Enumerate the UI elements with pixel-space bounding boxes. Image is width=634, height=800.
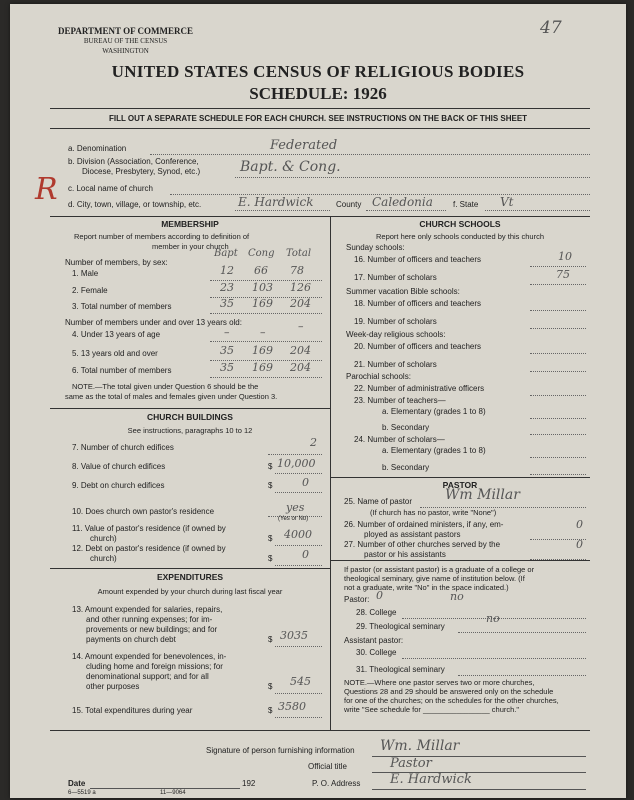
q13-dollar: $ <box>268 635 273 644</box>
under-13-cong[interactable]: – <box>260 326 266 339</box>
under-13-bapt[interactable]: – <box>224 326 230 339</box>
col-head-total: Total <box>286 248 312 259</box>
total-members-6-label: 6. Total number of members <box>72 366 172 375</box>
q22-label: 22. Number of administrative officers <box>354 384 485 393</box>
q27-value[interactable]: 0 <box>576 538 583 551</box>
division-label-1: b. Division (Association, Conference, <box>68 157 199 166</box>
total-bapt[interactable]: 35 <box>220 297 234 310</box>
male-label: 1. Male <box>72 269 99 278</box>
membership-sub-1: Report number of members according to definition of <box>74 232 250 241</box>
pastor-info-3: not a graduate, write "No" in the space indicated.) <box>344 583 509 592</box>
buildings-heading: CHURCH BUILDINGS <box>147 412 233 422</box>
female-bapt[interactable]: 23 <box>220 281 234 294</box>
male-bapt[interactable]: 12 <box>220 264 234 277</box>
q13-line-4: payments on church debt <box>86 635 176 644</box>
q24a-label: a. Elementary (grades 1 to 8) <box>382 446 486 455</box>
q15-label: 15. Total expenditures during year <box>72 706 193 715</box>
q11-dollar: $ <box>268 534 273 543</box>
q13-value[interactable]: 3035 <box>280 629 308 642</box>
sunday-label: Sunday schools: <box>346 243 405 252</box>
under-13-label: 4. Under 13 years of age <box>72 330 161 339</box>
q10-label: 10. Does church own pastor's residence <box>72 507 215 516</box>
q26-value[interactable]: 0 <box>576 518 583 531</box>
female-total[interactable]: 126 <box>290 281 311 294</box>
expenditures-sub: Amount expended by your church during last fiscal year <box>97 587 283 596</box>
over-13-bapt[interactable]: 35 <box>220 344 234 357</box>
schools-sub: Report here only schools conducted by this church <box>375 232 544 241</box>
q20-label: 20. Number of officers and teachers <box>354 342 482 351</box>
q7-label: 7. Number of church edifices <box>72 443 174 452</box>
form-number: 6—5519 a <box>68 790 96 796</box>
q11-label-1: 11. Value of pastor's residence (if owned by <box>72 524 226 533</box>
col-head-bapt: Bapt <box>214 248 238 259</box>
bureau-name: BUREAU OF THE CENSUS <box>83 37 168 45</box>
division-label-2: Diocese, Presbytery, Synod, etc.) <box>82 167 201 176</box>
q12-value[interactable]: 0 <box>302 548 309 561</box>
total-cong[interactable]: 169 <box>252 297 273 310</box>
pastor-note-2: Questions 28 and 29 should be answered only on the schedule <box>344 687 554 696</box>
pastor-info-2: theological seminary, give name of institution below. (If <box>344 574 525 583</box>
q23-label: 23. Number of teachers— <box>354 396 446 405</box>
division-value[interactable]: Bapt. & Cong. <box>240 159 341 175</box>
membership-sub-2: member in your church <box>152 242 229 251</box>
q14-line-1: 14. Amount expended for benevolences, in- <box>72 652 227 661</box>
q29-label: 29. Theological seminary <box>356 622 445 631</box>
q25-value[interactable]: Wm Millar <box>445 487 520 503</box>
county-value[interactable]: Caledonia <box>372 195 433 209</box>
weekday-label: Week-day religious schools: <box>346 330 446 339</box>
q17-label: 17. Number of scholars <box>354 273 437 282</box>
q31-label: 31. Theological seminary <box>356 665 445 674</box>
q9-label: 9. Debt on church edifices <box>72 481 165 490</box>
col-head-cong: Cong <box>248 248 275 259</box>
q25-hint: (If church has no pastor, write "None") <box>370 508 497 517</box>
q30-label: 30. College <box>356 648 397 657</box>
q18-label: 18. Number of officers and teachers <box>354 299 482 308</box>
q19-label: 19. Number of scholars <box>354 317 437 326</box>
q11-label-2: church) <box>90 534 117 543</box>
q21-label: 21. Number of scholars <box>354 360 437 369</box>
expenditures-heading: EXPENDITURES <box>156 572 224 582</box>
total-total[interactable]: 204 <box>290 297 311 310</box>
vacation-label: Summer vacation Bible schools: <box>346 287 460 296</box>
parochial-label: Parochial schools: <box>346 372 411 381</box>
female-cong[interactable]: 103 <box>252 281 273 294</box>
membership-note-2: same as the total of males and females given under Question 3. <box>65 392 278 401</box>
state-value[interactable]: Vt <box>500 195 514 209</box>
under-13-total[interactable]: – <box>298 320 304 333</box>
pastor-note-3: for one of the churches; on the schedules for the other churches, <box>344 696 559 705</box>
state-label: f. State <box>453 200 479 209</box>
official-title-label: Official title <box>308 762 347 771</box>
total6-total[interactable]: 204 <box>290 361 311 374</box>
schools-heading: CHURCH SCHOOLS <box>419 219 501 229</box>
po-address-value[interactable]: E. Hardwick <box>390 772 472 787</box>
page-number: 47 <box>540 18 562 38</box>
membership-note-1: NOTE.—The total given under Question 6 should be the <box>72 382 259 391</box>
q28-label: 28. College <box>356 608 397 617</box>
q7-value[interactable]: 2 <box>310 436 317 449</box>
pastor-heading: PASTOR <box>442 480 478 490</box>
q25-label: 25. Name of pastor <box>344 497 413 506</box>
male-total[interactable]: 78 <box>290 264 304 277</box>
schedule-title: SCHEDULE: 1926 <box>249 84 387 103</box>
department-block <box>58 26 193 56</box>
q15-value[interactable]: 3580 <box>278 700 306 713</box>
pastor-info-1: If pastor (or assistant pastor) is a graduate of a college or <box>344 565 535 574</box>
age-heading: Number of members under and over 13 years old: <box>65 318 242 327</box>
q12-dollar: $ <box>268 554 273 563</box>
pastor-note-1: NOTE.—Where one pastor serves two or more churches, <box>344 678 535 687</box>
q29-value[interactable]: no <box>486 612 500 625</box>
q23a-label: a. Elementary (grades 1 to 8) <box>382 407 486 416</box>
dept-name: DEPARTMENT OF COMMERCE <box>58 26 194 36</box>
q27-label-1: 27. Number of other churches served by the <box>344 540 501 549</box>
form-title: UNITED STATES CENSUS OF RELIGIOUS BODIES <box>111 62 525 81</box>
po-address-label: P. O. Address <box>312 779 361 788</box>
q23b-label: b. Secondary <box>382 423 430 432</box>
assistant-label: Assistant pastor: <box>344 636 404 645</box>
pastor-note-4: write "See schedule for ________________ church." <box>344 705 520 714</box>
date-label: Date <box>68 779 86 788</box>
q13-line-2: and other running expenses; for im- <box>86 615 213 624</box>
total-members-label: 3. Total number of members <box>72 302 172 311</box>
q8-value[interactable]: 10,000 <box>277 457 316 470</box>
female-label: 2. Female <box>72 286 108 295</box>
q28-value[interactable]: no <box>450 590 464 603</box>
year-label: 192 <box>242 779 256 788</box>
county-label: County <box>336 200 362 209</box>
q17-value[interactable]: 75 <box>556 268 570 281</box>
total6-bapt[interactable]: 35 <box>220 361 234 374</box>
denomination-label: a. Denomination <box>68 144 127 153</box>
over-13-total[interactable]: 204 <box>290 344 311 357</box>
q10-value[interactable]: yes <box>286 501 305 514</box>
q12-label-2: church) <box>90 554 117 563</box>
q9-dollar: $ <box>268 481 273 490</box>
pastor-mark: 0 <box>376 589 383 602</box>
q14-dollar: $ <box>268 682 273 691</box>
form-instructions: FILL OUT A SEPARATE SCHEDULE FOR EACH CHURCH. SEE INSTRUCTIONS ON THE BACK OF THIS SHEET <box>108 114 528 123</box>
q27-label-2: pastor or his assistants <box>364 550 446 559</box>
q8-label: 8. Value of church edifices <box>72 462 166 471</box>
q9-value[interactable]: 0 <box>302 476 309 489</box>
over-13-cong[interactable]: 169 <box>252 344 273 357</box>
signature-label: Signature of person furnishing information <box>206 746 355 755</box>
city-name: WASHINGTON <box>102 47 149 55</box>
local-name-label: c. Local name of church <box>68 184 153 193</box>
by-sex-label: Number of members, by sex: <box>65 258 168 267</box>
official-title-value[interactable]: Pastor <box>390 756 432 771</box>
q15-dollar: $ <box>268 706 273 715</box>
over-13-label: 5. 13 years old and over <box>72 349 158 358</box>
q13-line-3: provements or new buildings; and for <box>86 625 218 634</box>
membership-heading: MEMBERSHIP <box>161 219 219 229</box>
male-cong[interactable]: 66 <box>254 264 268 277</box>
print-number: 11—9064 <box>160 790 186 796</box>
denomination-value[interactable]: Federated <box>270 138 338 153</box>
q14-line-3: denominational support; and for all <box>86 672 209 681</box>
q16-label: 16. Number of officers and teachers <box>354 255 482 264</box>
city-label: d. City, town, village, or township, etc. <box>68 200 202 209</box>
q14-value[interactable]: 545 <box>290 675 311 688</box>
signature-value[interactable]: Wm. Millar <box>380 738 460 754</box>
q8-dollar: $ <box>268 462 273 471</box>
q10-hint: (Yes or No) <box>278 516 309 522</box>
total6-cong[interactable]: 169 <box>252 361 273 374</box>
q24-label: 24. Number of scholars— <box>354 435 445 444</box>
q13-line-1: 13. Amount expended for salaries, repairs, <box>72 605 223 614</box>
q12-label-1: 12. Debt on pastor's residence (if owned by <box>72 544 226 553</box>
buildings-sub: See instructions, paragraphs 10 to 12 <box>127 426 253 435</box>
q26-label-2: ployed as assistant pastors <box>364 530 461 539</box>
q14-line-2: cluding home and foreign missions; for <box>86 662 223 671</box>
q11-value[interactable]: 4000 <box>284 528 312 541</box>
q16-value[interactable]: 10 <box>558 250 572 263</box>
census-schedule-sheet <box>10 4 626 798</box>
city-value[interactable]: E. Hardwick <box>238 195 314 209</box>
pastor-sub-label: Pastor: <box>344 595 370 604</box>
q14-line-4: other purposes <box>86 682 140 691</box>
red-review-mark: R <box>35 172 58 207</box>
q26-label-1: 26. Number of ordained ministers, if any, em- <box>344 520 504 529</box>
q24b-label: b. Secondary <box>382 463 430 472</box>
